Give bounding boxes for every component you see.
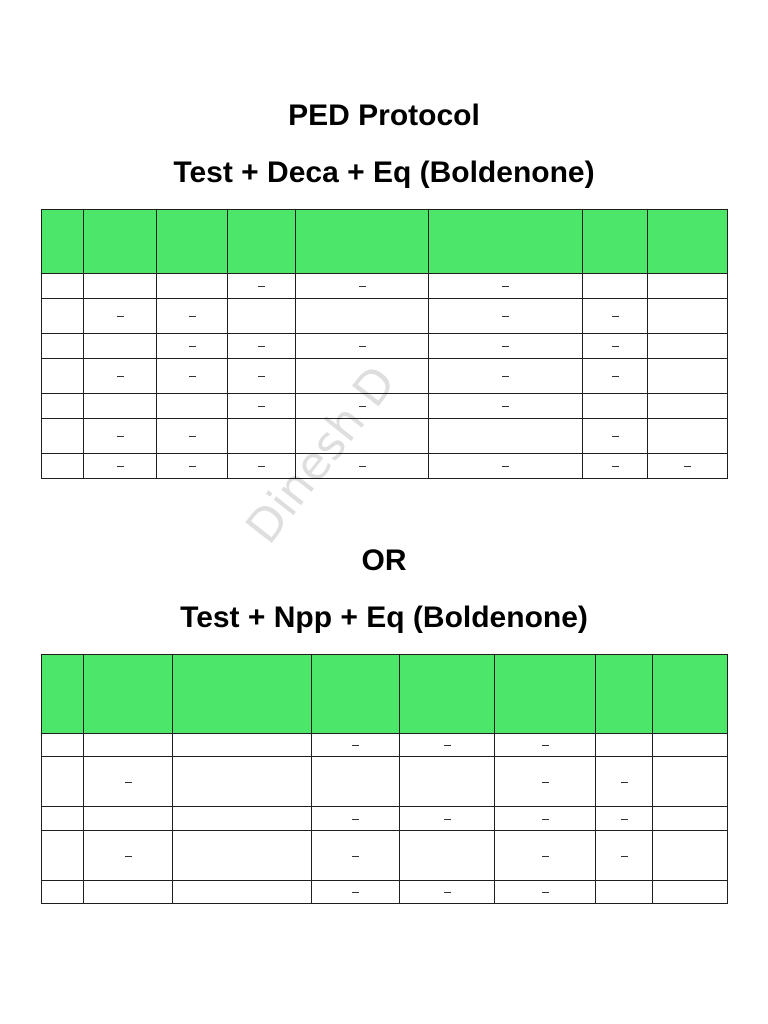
table-cell — [653, 734, 728, 757]
table-cell — [84, 734, 173, 757]
table-cell — [296, 394, 429, 419]
table-row — [42, 394, 728, 419]
table-cell — [296, 334, 429, 359]
table-cell — [157, 334, 228, 359]
table-cell — [84, 831, 173, 881]
dash-marker — [612, 316, 619, 317]
table-cell — [228, 359, 296, 394]
table-cell — [296, 419, 429, 454]
table-cell — [583, 274, 648, 299]
table-cell — [84, 419, 157, 454]
table-cell — [157, 299, 228, 334]
table-cell — [495, 757, 596, 807]
table-cell — [648, 454, 728, 479]
table-cell — [42, 359, 84, 394]
table-cell — [228, 394, 296, 419]
table-row — [42, 831, 728, 881]
dash-marker — [621, 819, 628, 820]
dash-marker — [117, 316, 124, 317]
dash-marker — [444, 745, 451, 746]
dash-marker — [444, 819, 451, 820]
dash-marker — [189, 436, 196, 437]
dash-marker — [359, 406, 366, 407]
dash-marker — [117, 436, 124, 437]
dash-marker — [189, 466, 196, 467]
table-cell — [429, 419, 583, 454]
table-cell — [596, 807, 653, 831]
table-cell — [228, 454, 296, 479]
table-cell — [173, 734, 312, 757]
table-cell — [84, 274, 157, 299]
table-cell — [648, 359, 728, 394]
table-cell — [312, 807, 400, 831]
dash-marker — [612, 436, 619, 437]
dash-marker — [502, 406, 509, 407]
table-cell — [296, 274, 429, 299]
table-cell — [42, 734, 84, 757]
table-cell — [400, 757, 495, 807]
dash-marker — [502, 466, 509, 467]
dash-marker — [502, 376, 509, 377]
dash-marker — [542, 856, 549, 857]
watermark-text: Dinesh D — [235, 355, 407, 554]
table-row — [42, 419, 728, 454]
table-cell — [157, 274, 228, 299]
table-cell — [429, 274, 583, 299]
table-cell — [42, 807, 84, 831]
table-cell — [583, 359, 648, 394]
table-cell — [312, 881, 400, 904]
table-cell — [583, 394, 648, 419]
dash-marker — [612, 466, 619, 467]
dash-marker — [189, 376, 196, 377]
table-cell — [84, 394, 157, 419]
table-cell — [648, 419, 728, 454]
table-cell — [429, 454, 583, 479]
table-cell — [648, 334, 728, 359]
table-row — [42, 454, 728, 479]
table-row — [42, 299, 728, 334]
dash-marker — [258, 406, 265, 407]
dash-marker — [612, 376, 619, 377]
table-cell — [157, 359, 228, 394]
dash-marker — [502, 286, 509, 287]
table-cell — [42, 454, 84, 479]
dash-marker — [125, 856, 132, 857]
table-cell — [228, 334, 296, 359]
table-cell — [312, 734, 400, 757]
table-cell — [596, 831, 653, 881]
table-row — [42, 359, 728, 394]
table-row — [42, 734, 728, 757]
dash-marker — [352, 892, 359, 893]
table-cell — [653, 831, 728, 881]
table-cell — [495, 881, 596, 904]
table-cell — [312, 757, 400, 807]
table-cell — [84, 359, 157, 394]
table-cell — [84, 334, 157, 359]
dash-marker — [684, 466, 691, 467]
table-cell — [42, 299, 84, 334]
table-cell — [429, 299, 583, 334]
table-cell — [84, 454, 157, 479]
table-cell — [429, 359, 583, 394]
table-header-row — [42, 655, 728, 734]
dash-marker — [258, 376, 265, 377]
table-cell — [42, 334, 84, 359]
dash-marker — [502, 316, 509, 317]
dash-marker — [542, 745, 549, 746]
table-cell — [653, 757, 728, 807]
dash-marker — [189, 346, 196, 347]
table-cell — [312, 831, 400, 881]
table-cell — [42, 757, 84, 807]
table-cell — [296, 299, 429, 334]
table-cell — [400, 734, 495, 757]
table-cell — [84, 757, 173, 807]
table-row — [42, 334, 728, 359]
table-cell — [173, 831, 312, 881]
dash-marker — [258, 286, 265, 287]
table-cell — [157, 394, 228, 419]
table-cell — [495, 734, 596, 757]
protocol-1-table — [41, 209, 728, 479]
dash-marker — [502, 346, 509, 347]
table-cell — [228, 419, 296, 454]
table-cell — [84, 807, 173, 831]
table-cell — [42, 831, 84, 881]
table-row — [42, 807, 728, 831]
dash-marker — [189, 316, 196, 317]
protocol-1-heading: Test + Deca + Eq (Boldenone) — [173, 156, 595, 189]
table-cell — [296, 454, 429, 479]
dash-marker — [542, 782, 549, 783]
table-cell — [495, 807, 596, 831]
dash-marker — [352, 819, 359, 820]
table-cell — [596, 734, 653, 757]
table-cell — [596, 881, 653, 904]
table-cell — [583, 334, 648, 359]
table-cell — [42, 394, 84, 419]
dash-marker — [612, 346, 619, 347]
table-cell — [400, 831, 495, 881]
table-row — [42, 881, 728, 904]
table-cell — [400, 807, 495, 831]
dash-marker — [359, 286, 366, 287]
or-separator: OR — [361, 544, 407, 577]
protocol-2-heading: Test + Npp + Eq (Boldenone) — [180, 601, 588, 634]
table-cell — [84, 299, 157, 334]
table-cell — [228, 299, 296, 334]
dash-marker — [621, 856, 628, 857]
dash-marker — [125, 782, 132, 783]
dash-marker — [352, 856, 359, 857]
dash-marker — [258, 346, 265, 347]
table-cell — [583, 299, 648, 334]
table-row — [42, 274, 728, 299]
table-cell — [596, 757, 653, 807]
table-cell — [583, 454, 648, 479]
table-cell — [495, 831, 596, 881]
table-cell — [653, 881, 728, 904]
table-cell — [173, 881, 312, 904]
dash-marker — [258, 466, 265, 467]
dash-marker — [117, 376, 124, 377]
table-cell — [173, 757, 312, 807]
page-title: PED Protocol — [288, 99, 480, 132]
table-cell — [429, 334, 583, 359]
table-cell — [42, 274, 84, 299]
table-header-row — [42, 210, 728, 274]
table-cell — [42, 419, 84, 454]
table-cell — [157, 454, 228, 479]
dash-marker — [621, 782, 628, 783]
table-cell — [648, 394, 728, 419]
dash-marker — [359, 466, 366, 467]
dash-marker — [542, 819, 549, 820]
table-cell — [400, 881, 495, 904]
dash-marker — [542, 892, 549, 893]
table-cell — [296, 359, 429, 394]
table-cell — [429, 394, 583, 419]
table-cell — [648, 274, 728, 299]
table-cell — [84, 881, 173, 904]
table-cell — [157, 419, 228, 454]
table-cell — [583, 419, 648, 454]
table-cell — [648, 299, 728, 334]
protocol-2-table — [41, 654, 728, 904]
dash-marker — [117, 466, 124, 467]
table-row — [42, 757, 728, 807]
dash-marker — [359, 346, 366, 347]
dash-marker — [352, 745, 359, 746]
table-cell — [173, 807, 312, 831]
dash-marker — [444, 892, 451, 893]
table-cell — [42, 881, 84, 904]
table-cell — [228, 274, 296, 299]
table-cell — [653, 807, 728, 831]
